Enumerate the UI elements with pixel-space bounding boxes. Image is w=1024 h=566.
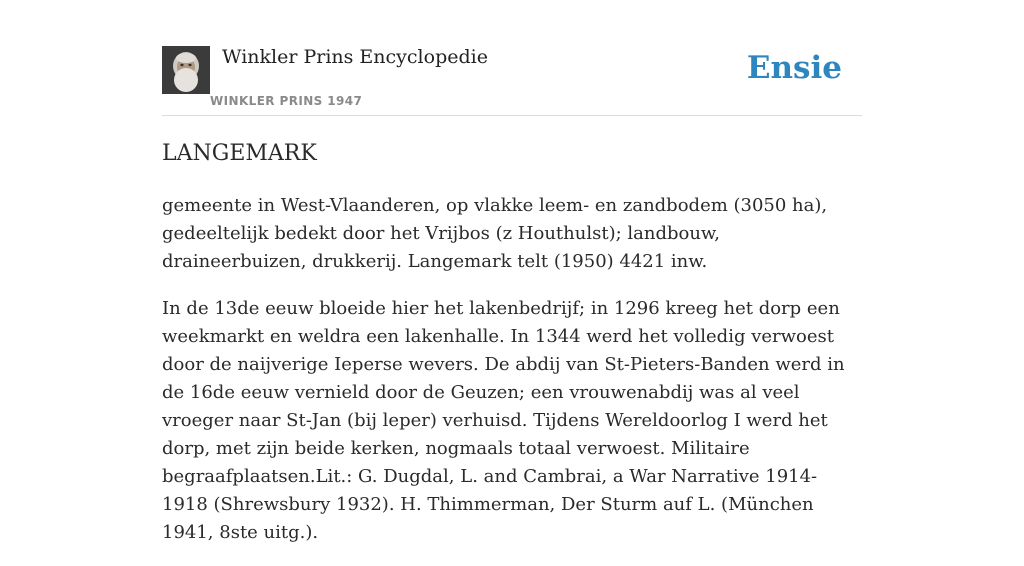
brand-logo-link[interactable]: Ensie (746, 50, 842, 86)
article-title: LANGEMARK (162, 141, 317, 166)
article-paragraph: In de 13de eeuw bloeide hier het lakenbedrijf; in 1296 kreeg het dorp een weekmarkt en weldra een lakenhalle. In 1344 werd het volledig verwoest door de naijverige Ieperse wevers. De abdij van St-Pieters-Banden werd in de 16de eeuw vernield door de Geuzen; een vrouwenabdij was al veel vroeger naar St-Jan (bij leper) verhuisd. Tijdens Wereldoorlog I werd het dorp, met zijn beide kerken, nogmaals totaal verwoest. Militaire begraafplaatsen.Lit.: G. Dugdal, L. and Cambrai, a War Narrative 1914-1918 (Shrewsbury 1932). H. Thimmerman, Der Sturm auf L. (München 1941, 8ste uitg.). (162, 298, 845, 543)
article-paragraph: gemeente in West-Vlaanderen, op vlakke leem- en zandbodem (3050 ha), gedeeltelijk bedekt door het Vrijbos (z Houthulst); landbouw, draineerbuizen, drukkerij. Langemark telt (1950) 4421 inw. (162, 195, 828, 272)
site-header (162, 46, 862, 116)
site-subtitle[interactable]: WINKLER PRINS 1947 (210, 94, 363, 108)
portrait-avatar-icon[interactable] (162, 46, 210, 94)
article-body (162, 192, 852, 566)
site-title[interactable]: Winkler Prins Encyclopedie (222, 46, 488, 68)
